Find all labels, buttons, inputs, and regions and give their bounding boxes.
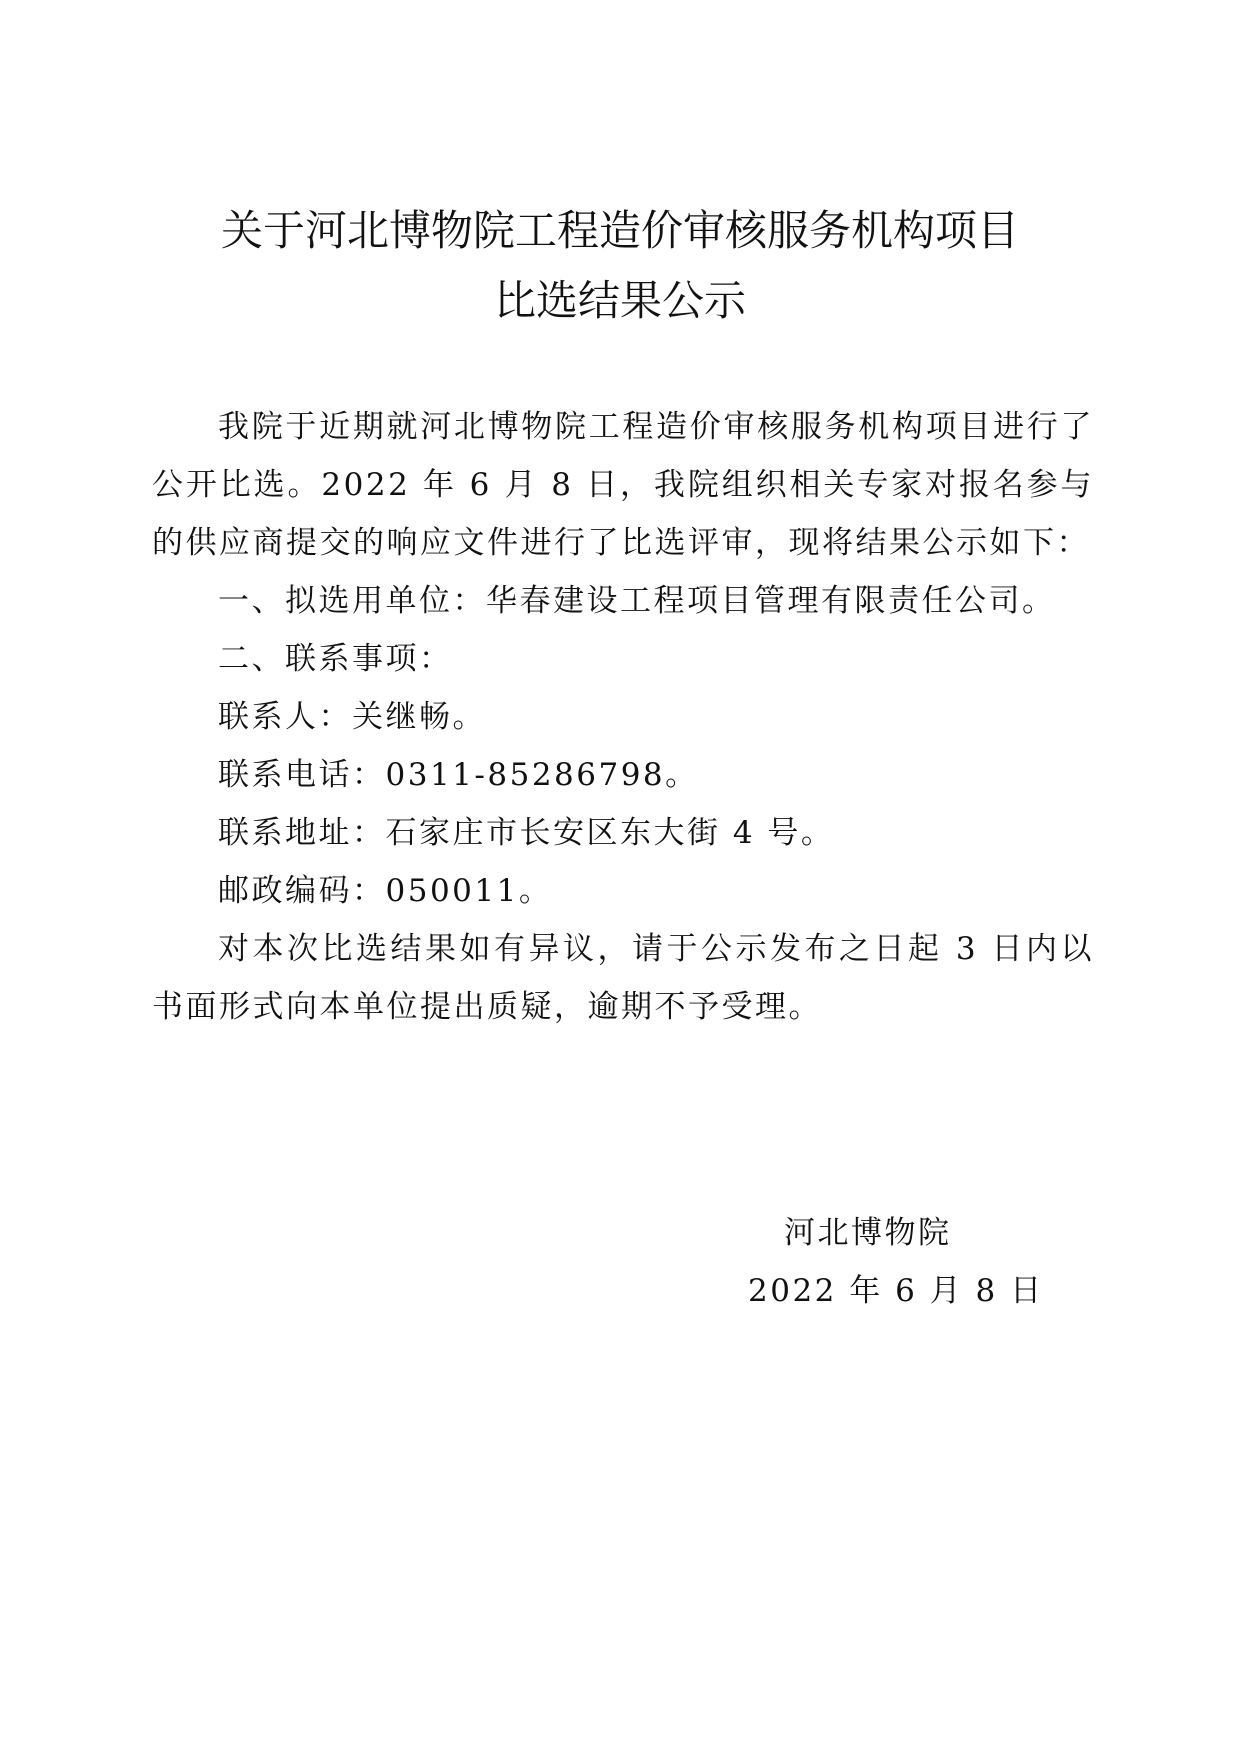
contact-section-heading: 二、联系事项：	[218, 641, 453, 677]
intro-paragraph: 我院于近期就河北博物院工程造价审核服务机构项目进行了公开比选。2022 年 6 月 8 日，我院组织相关专家对报名参与的供应商提交的响应文件进行了比选评审，现将结果公示如下：	[152, 409, 1094, 561]
document-title-line-1: 关于河北博物院工程造价审核服务机构项目	[220, 206, 1019, 255]
contact-person: 联系人：关继畅。	[218, 699, 486, 735]
signature-organization: 河北博物院	[784, 1215, 952, 1251]
contact-address: 联系地址：石家庄市长安区东大街 4 号。	[218, 815, 835, 851]
contact-phone: 联系电话：0311-85286798。	[218, 757, 699, 793]
selected-unit-item: 一、拟选用单位：华春建设工程项目管理有限责任公司。	[218, 583, 1056, 619]
signature-date: 2022 年 6 月 8 日	[748, 1273, 1044, 1309]
contact-postcode: 邮政编码：050011。	[218, 873, 553, 909]
document-title-line-2: 比选结果公示	[493, 276, 746, 325]
closing-paragraph: 对本次比选结果如有异议，请于公示发布之日起 3 日内以书面形式向本单位提出质疑，逾期不予受理。	[152, 931, 1094, 1025]
